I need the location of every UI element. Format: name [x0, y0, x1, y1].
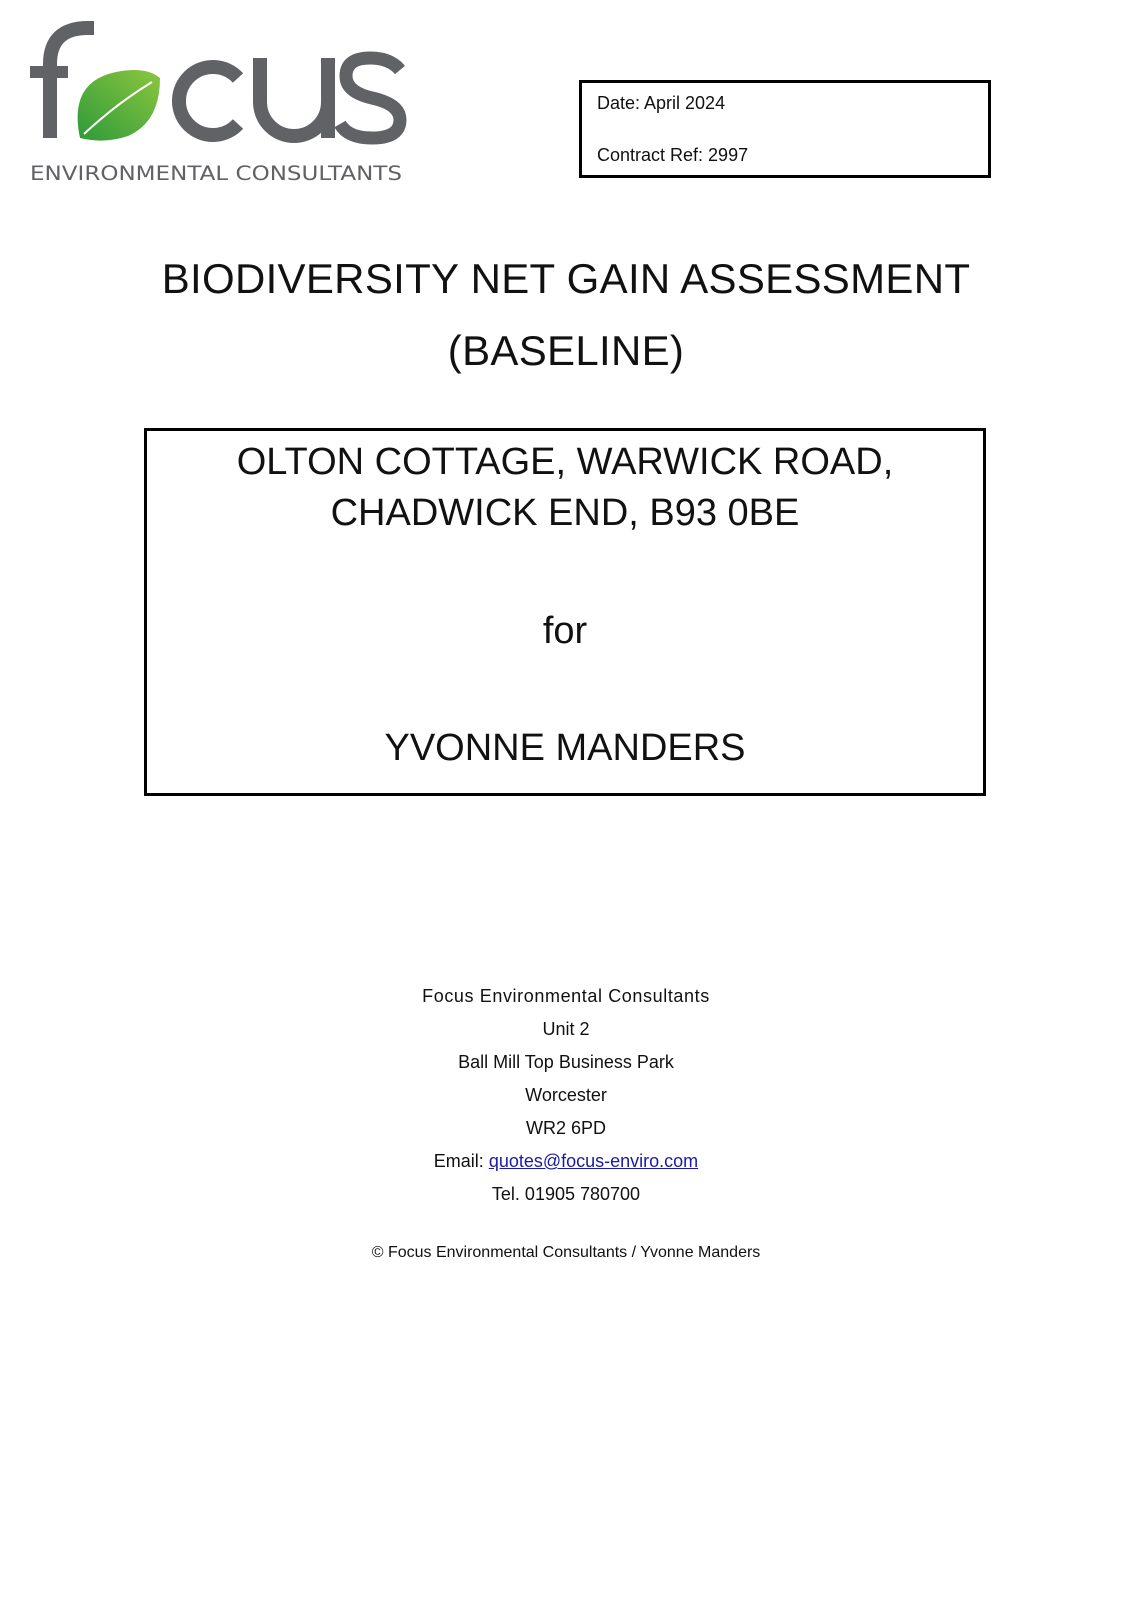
- site-details-box: [144, 428, 986, 796]
- address-city: Worcester: [525, 1085, 607, 1105]
- company-name: Focus Environmental Consultants: [422, 986, 710, 1006]
- site-address-line-1: OLTON COTTAGE, WARWICK ROAD,: [236, 441, 894, 483]
- for-label: for: [542, 610, 588, 652]
- address-postcode: WR2 6PD: [525, 1118, 606, 1138]
- site-address-line-2: CHADWICK END, B93 0BE: [330, 492, 800, 534]
- email-link[interactable]: quotes@focus-enviro.com: [488, 1151, 699, 1171]
- logo-tagline: ENVIRONMENTAL CONSULTANTS: [30, 162, 402, 185]
- address-park: Ball Mill Top Business Park: [458, 1052, 674, 1072]
- logo-letter-c: [179, 67, 238, 135]
- copyright-notice: © Focus Environmental Consultants / Yvonne Manders: [371, 1244, 761, 1261]
- logo-letter-s: [340, 58, 400, 138]
- report-title-line-2: (BASELINE): [447, 327, 685, 374]
- email-label: Email:: [433, 1151, 489, 1171]
- telephone: Tel. 01905 780700: [491, 1184, 641, 1204]
- email-line: [0, 1145, 1132, 1178]
- address-unit: Unit 2: [542, 1019, 590, 1039]
- client-name: YVONNE MANDERS: [384, 727, 746, 769]
- company-logo: [28, 20, 420, 190]
- reference-box: [579, 80, 991, 178]
- focus-logo-graphic: [28, 20, 420, 190]
- report-date: Date: April 2024: [597, 93, 726, 113]
- logo-letter-u: [260, 58, 328, 138]
- report-title-line-1: BIODIVERSITY NET GAIN ASSESSMENT: [161, 255, 971, 302]
- contract-reference: Contract Ref: 2997: [597, 145, 749, 165]
- contact-details: [0, 980, 1132, 1211]
